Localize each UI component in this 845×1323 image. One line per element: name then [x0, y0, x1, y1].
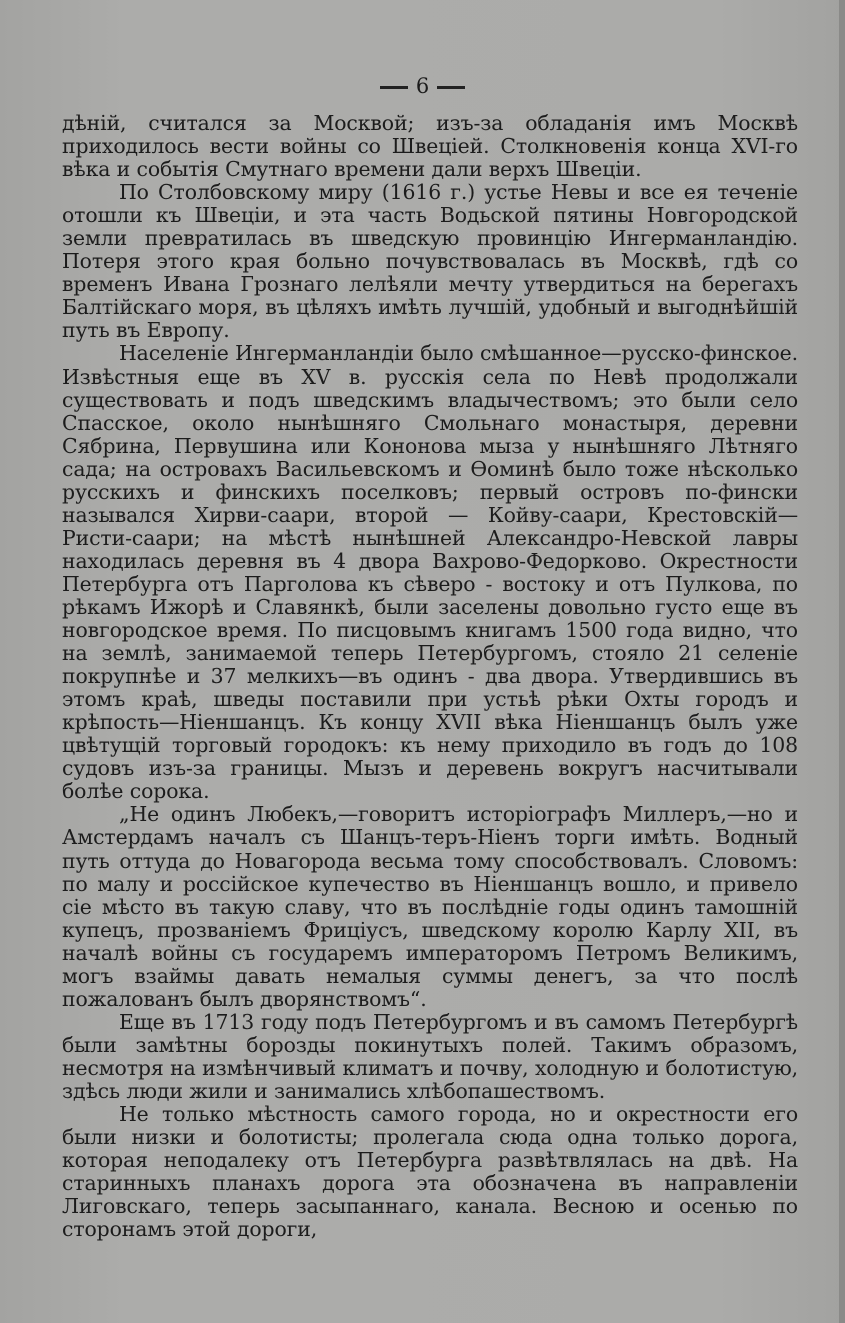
paragraph-5: Еще въ 1713 году подъ Петербургомъ и въ самомъ Петербургѣ были замѣтны борозды покинутыхъ полей. Такимъ образомъ, несмотря на измѣнчивый климатъ и почву, холодную и болотистую, здѣсь люди жили и занимались хлѣбопашествомъ. [62, 1009, 798, 1103]
paragraph-3: Населеніе Ингерманландіи было смѣшанное—русско-финское. Извѣстныя еще въ XV в. русскія села по Невѣ продолжали существовать и подъ шведскимъ владычествомъ; это были село Спасское, около нынѣшняго Смольнаго монастыря, деревни Сябрина, Первушина или Кононова мыза у нынѣшняго Лѣтняго сада; на островахъ Васильевскомъ и Ѳоминѣ было тоже нѣсколько русскихъ и финскихъ поселковъ; первый островъ по-фински назывался Хирви-саари, второй — Койву-саари, Крестовскій—Ристи-саари; на мѣстѣ нынѣшней Александро-Невской лавры находилась деревня въ 4 двора Вахрово-Федорково. Окрестности Петербурга отъ Парголова къ сѣверо - востоку и отъ Пулкова, по рѣкамъ Ижорѣ и Славянкѣ, были заселены довольно густо еще въ новгородское время. По писцовымъ книгамъ 1500 года видно, что на землѣ, занимаемой теперь Петербургомъ, стояло 21 селеніе покрупнѣе и 37 мелкихъ—въ одинъ - два двора. Утвердившись въ этомъ краѣ, шведы поставили при устьѣ рѣки Охты городъ и крѣпость—Ніеншанцъ. Къ концу XVII вѣка Ніеншанцъ былъ уже цвѣтущій торговый городокъ: къ нему приходило въ годъ до 108 судовъ изъ-за границы. Мызъ и деревень вокругъ насчитывали болѣе сорока. [62, 341, 798, 804]
paragraph-2: По Столбовскому миру (1616 г.) устье Невы и все ея теченіе отошли къ Швеціи, и эта часть Водьской пятины Новгородской земли превратилась въ шведскую провинцію Ингерманландію. Потеря этого края больно почувствовалась въ Москвѣ, гдѣ со временъ Ивана Грознаго лелѣяли мечту утвердиться на берегахъ Балтійскаго моря, въ цѣляхъ имѣть лучшій, удобный и выгоднѣйшій путь въ Европу. [62, 180, 798, 343]
left-dash-ornament [380, 86, 408, 89]
page-number-header [0, 74, 845, 98]
page-number: 6 [415, 74, 430, 98]
body-text [62, 112, 798, 1241]
paragraph-1: дѣній, считался за Москвой; изъ-за обладанія имъ Москвѣ приходилось вести войны со Швеціей. Столкновенія конца XVI-го вѣка и событія Смутнаго времени дали верхъ Швеціи. [62, 111, 798, 182]
paragraph-4-quote: „Не одинъ Любекъ,—говоритъ исторіографъ Миллеръ,—но и Амстердамъ началъ съ Шанцъ-теръ-Ніенъ торги имѣть. Водный путь оттуда до Новагорода весьма тому способствовалъ. Словомъ: по малу и россійское купечество въ Ніеншанцъ вошло, и привело сіе мѣсто въ такую славу, что въ послѣдніе годы одинъ тамошній купецъ, прозваніемъ Фрицiусъ, шведскому королю Карлу XII, въ началѣ войны съ государемъ императоромъ Петромъ Великимъ, могъ взаймы давать немалыя суммы денегъ, за что послѣ пожалованъ былъ дворянствомъ“. [62, 802, 798, 1011]
page-edge-shadow [839, 0, 845, 1323]
paragraph-6: Не только мѣстность самого города, но и окрестности его были низки и болотисты; пролегала сюда одна только дорога, которая неподалеку отъ Петербурга развѣтвлялась на двѣ. На старинныхъ планахъ дорога эта обозначена въ направленіи Лиговскаго, теперь засыпаннаго, канала. Весною и осенью по сторонамъ этой дороги, [62, 1102, 798, 1242]
right-dash-ornament [437, 86, 465, 89]
